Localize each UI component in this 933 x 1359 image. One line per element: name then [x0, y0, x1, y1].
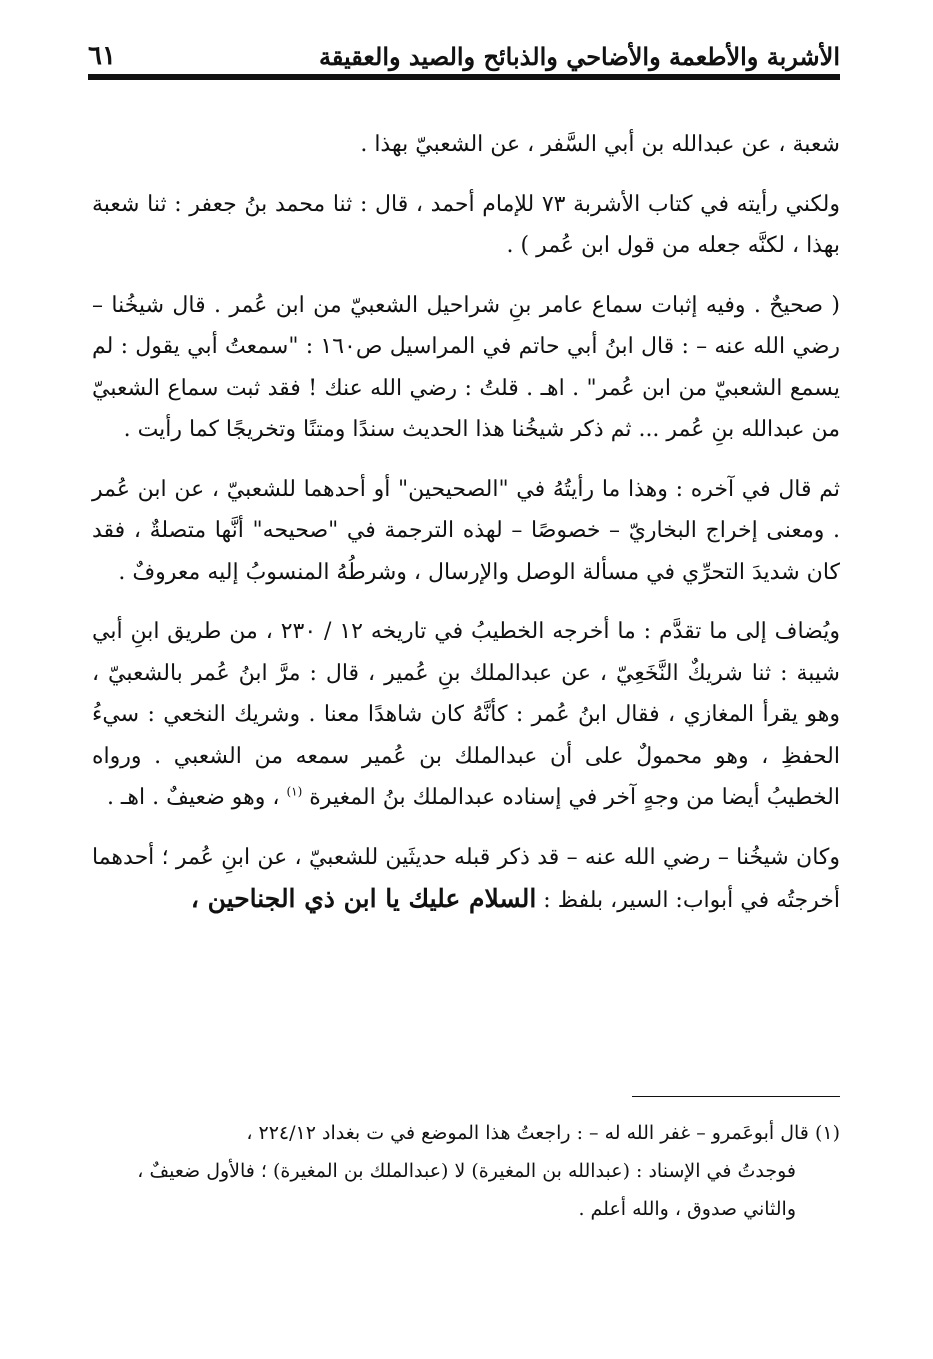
- paragraph-5-text: ويُضاف إلى ما تقدَّم : ما أخرجه الخطيبُ في تاريخه ١٢ / ٢٣٠ ، من طريق ابنِ أبي شيبة : ثنا شريكٌ النَّخَعِيّ ، عن عبدالملك بنِ عُمير ، قال : مرَّ ابنُ عُمر بالشعبيّ ، وهو يقرأ المغازي ، فقال ابنُ عُمر : كأنَّهُ كان شاهدًا معنا . وشريك النخعي : سيءُ الحفظِ ، وهو محمولٌ على أن عبدالملك بن عُمير سمعه من الشعبي . ورواه الخطيبُ أيضا من وجهٍ آخر في إسناده عبدالملك بنُ المغيرة: [92, 619, 840, 810]
- paragraph-5-tail: ، وهو ضعيفٌ . اهـ .: [106, 785, 287, 810]
- footnote-1-line-1: [92, 1114, 840, 1152]
- main-text: [92, 124, 840, 922]
- page-header: [88, 28, 840, 72]
- paragraph-5: [92, 611, 840, 819]
- footnote-marker: (١): [286, 784, 303, 799]
- footnote-1-line-3: والثاني صدوق ، والله أعلم .: [578, 1198, 796, 1220]
- paragraph-4: ثم قال في آخره : وهذا ما رأيتُهُ في "الصحيحين" أو أحدهما للشعبيّ ، عن ابن عُمر . ومعنى إخراج البخاريّ – خصوصًا – لهذه الترجمة في "صحيحه" أنَّها متصلةٌ ، فقد كان شديدَ التحرِّي في مسألة الوصل والإرسال ، وشرطُهُ المنسوبُ إليه معروفٌ .: [92, 476, 840, 585]
- running-title: الأشربة والأطعمة والأضاحي والذبائح والصيد والعقيقة: [319, 42, 840, 72]
- quoted-hadith-phrase: السلام عليك يا ابن ذي الجناحين ،: [190, 884, 537, 913]
- footnote-1-text-1: قال أبوعَمرو – غفر الله له – : راجعتُ هذا الموضع في ت بغداد ٢٢٤/١٢ ،: [246, 1122, 809, 1144]
- footnote-number: (١): [814, 1122, 840, 1144]
- paragraph-2: ولكني رأيته في كتاب الأشربة ٧٣ للإمام أحمد ، قال : ثنا محمد بنُ جعفر : ثنا شعبة بهذا ، لكنَّه جعله من قول ابن عُمر ) .: [92, 191, 840, 258]
- paragraph-3: ( صحيحٌ . وفيه إثبات سماع عامر بنِ شراحيل الشعبيّ من ابن عُمر . قال شيخُنا – رضي الله عنه – : قال ابنُ أبي حاتم في المراسيل ص١٦٠ : "سمعتُ أبي يقول : لم يسمع الشعبيّ من ابن عُمر" . اهـ . قلتُ : رضي الله عنك ! فقد ثبت سماع الشعبيّ من عبدالله بنِ عُمر ... ثم ذكر شيخُنا هذا الحديث سندًا ومتنًا وتخريجًا كما رأيت .: [92, 292, 840, 442]
- footnote-1-line-2: فوجدتُ في الإسناد : (عبدالله بن المغيرة) لا (عبدالملك بن المغيرة) ؛ فالأول ضعيفٌ ،: [137, 1160, 796, 1182]
- footnotes: [92, 1114, 840, 1228]
- paragraph-1: شعبة ، عن عبدالله بن أبي السَّفر ، عن الشعبيّ بهذا .: [360, 132, 840, 157]
- footnote-separator: [632, 1096, 840, 1097]
- page-number: ٦١: [88, 40, 116, 71]
- paragraph-6-text: وكان شيخُنا – رضي الله عنه – قد ذكر قبله حديثَين للشعبيّ ، عن ابنِ عُمر ؛ أحدهما أخرجتُه في أبواب: السير، بلفظ :: [92, 844, 840, 913]
- header-rule: [88, 74, 840, 77]
- paragraph-6: [92, 837, 840, 922]
